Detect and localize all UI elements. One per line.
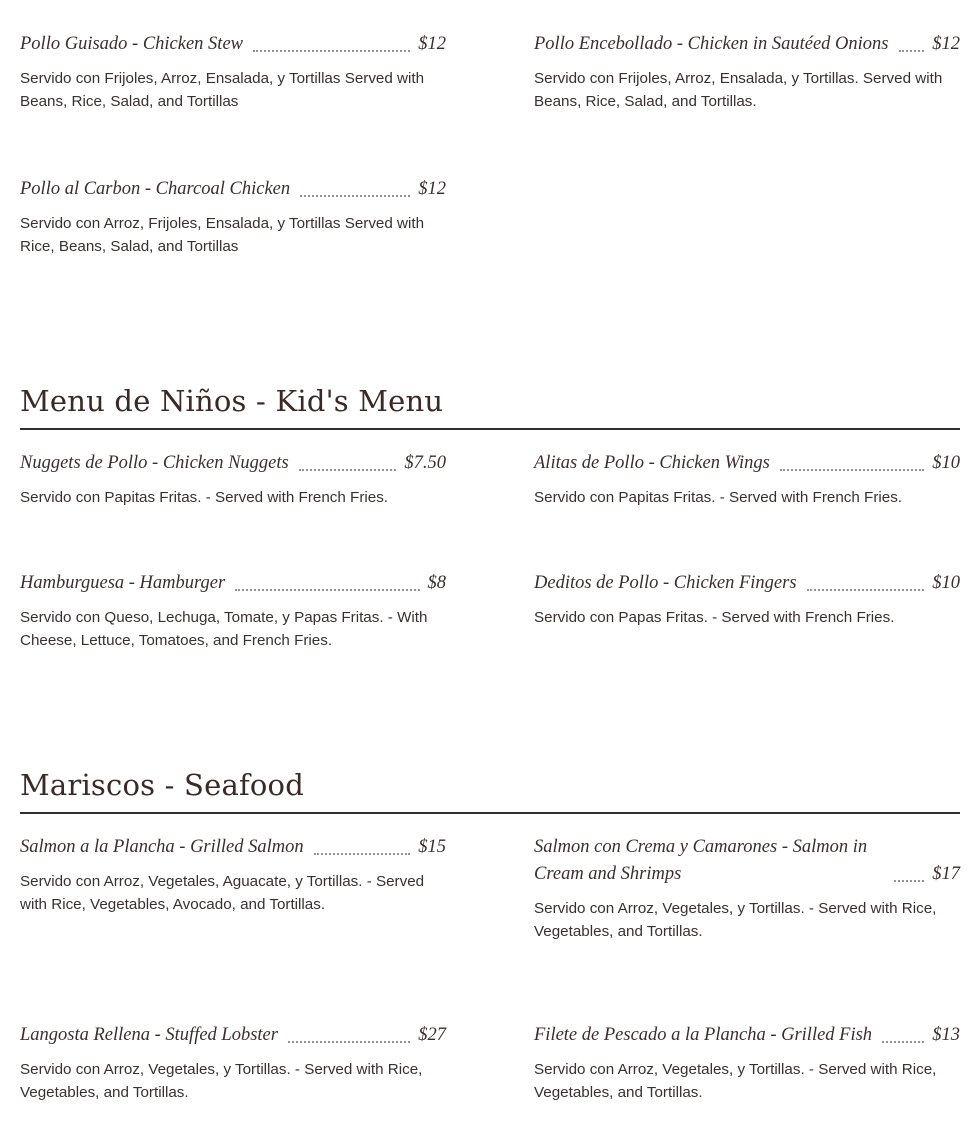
dot-leader — [882, 1041, 924, 1043]
menu-item-description: Servido con Frijoles, Arroz, Ensalada, y Tortillas Served with Beans, Rice, Salad, and Tortillas — [20, 70, 425, 110]
section-title: Mariscos - Seafood — [20, 768, 960, 814]
menu-item-description: Servido con Arroz, Frijoles, Ensalada, y Tortillas Served with Rice, Beans, Salad, and Tortillas — [20, 215, 425, 255]
kids-menu-section — [20, 384, 960, 652]
menu-item-name: Pollo Guisado - Chicken Stew — [20, 34, 243, 54]
menu-item-name: Salmon a la Plancha - Grilled Salmon — [20, 837, 304, 857]
menu-item-price: $12 — [418, 179, 446, 199]
dot-leader — [253, 50, 410, 52]
menu-item — [20, 570, 446, 652]
menu-item-name: Pollo Encebollado - Chicken in Sautéed Onions — [534, 34, 889, 54]
menu-item-description: Servido con Papitas Fritas. - Served with French Fries. — [534, 489, 903, 506]
dot-leader — [299, 469, 397, 471]
menu-item-name: Alitas de Pollo - Chicken Wings — [534, 453, 770, 473]
menu-item-price: $10 — [932, 453, 960, 473]
menu-item — [20, 31, 446, 113]
menu-item-name: Nuggets de Pollo - Chicken Nuggets — [20, 453, 289, 473]
dot-leader — [235, 589, 419, 591]
menu-item — [20, 1022, 446, 1104]
menu-item — [20, 450, 446, 509]
menu-item-name: Filete de Pescado a la Plancha - Grilled Fish — [534, 1025, 873, 1045]
menu-item — [534, 570, 960, 652]
dot-leader — [894, 880, 924, 882]
chicken-section — [20, 31, 960, 258]
dot-leader — [807, 589, 925, 591]
menu-item-description: Servido con Queso, Lechuga, Tomate, y Papas Fritas. - With Cheese, Lettuce, Tomatoes, and French Fries. — [20, 609, 428, 649]
menu-item-description: Servido con Papas Fritas. - Served with French Fries. — [534, 609, 895, 626]
menu-item-price: $12 — [932, 34, 960, 54]
section-title: Menu de Niños - Kid's Menu — [20, 384, 960, 430]
menu-item — [534, 834, 960, 943]
dot-leader — [314, 853, 411, 855]
dot-leader — [288, 1041, 410, 1043]
menu-item-price: $17 — [932, 864, 960, 884]
menu-item-price: $27 — [418, 1025, 446, 1045]
menu-item — [534, 450, 960, 509]
menu-item-price: $13 — [932, 1025, 960, 1045]
menu-item-description: Servido con Papitas Fritas. - Served with French Fries. — [20, 489, 389, 506]
menu-item-description: Servido con Arroz, Vegetales, y Tortillas. - Served with Rice, Vegetables, and Tortillas. — [20, 1061, 423, 1101]
menu-item-price: $15 — [418, 837, 446, 857]
menu-item — [534, 31, 960, 113]
menu-item-price: $10 — [932, 573, 960, 593]
menu-item-name: Pollo al Carbon - Charcoal Chicken — [20, 179, 291, 199]
menu-item-name: Deditos de Pollo - Chicken Fingers — [534, 573, 797, 593]
menu-item-description: Servido con Arroz, Vegetales, y Tortillas. - Served with Rice, Vegetables, and Tortillas. — [534, 900, 937, 940]
menu-item-name: Hamburguesa - Hamburger — [20, 573, 226, 593]
dot-leader — [899, 50, 925, 52]
menu-item-name: Langosta Rellena - Stuffed Lobster — [20, 1025, 278, 1045]
seafood-section — [20, 768, 960, 1101]
menu-item-description: Servido con Arroz, Vegetales, y Tortillas. - Served with Rice, Vegetables, and Tortillas. — [534, 1061, 937, 1101]
menu-item — [534, 1022, 960, 1104]
menu-item — [20, 834, 446, 943]
menu-item — [20, 176, 446, 258]
menu-item-description: Servido con Arroz, Vegetales, Aguacate, y Tortillas. - Served with Rice, Vegetables, Avocado, and Tortillas. — [20, 873, 425, 913]
menu-item-description: Servido con Frijoles, Arroz, Ensalada, y Tortillas. Served with Beans, Rice, Salad, and Tortillas. — [534, 70, 943, 110]
menu-item-price: $12 — [418, 34, 446, 54]
dot-leader — [300, 195, 410, 197]
menu-item-price: $8 — [427, 573, 446, 593]
dot-leader — [780, 469, 924, 471]
menu-item-price: $7.50 — [404, 453, 446, 473]
menu-item-name: Salmon con Crema y Camarones - Salmon in Cream and Shrimps — [534, 837, 868, 884]
